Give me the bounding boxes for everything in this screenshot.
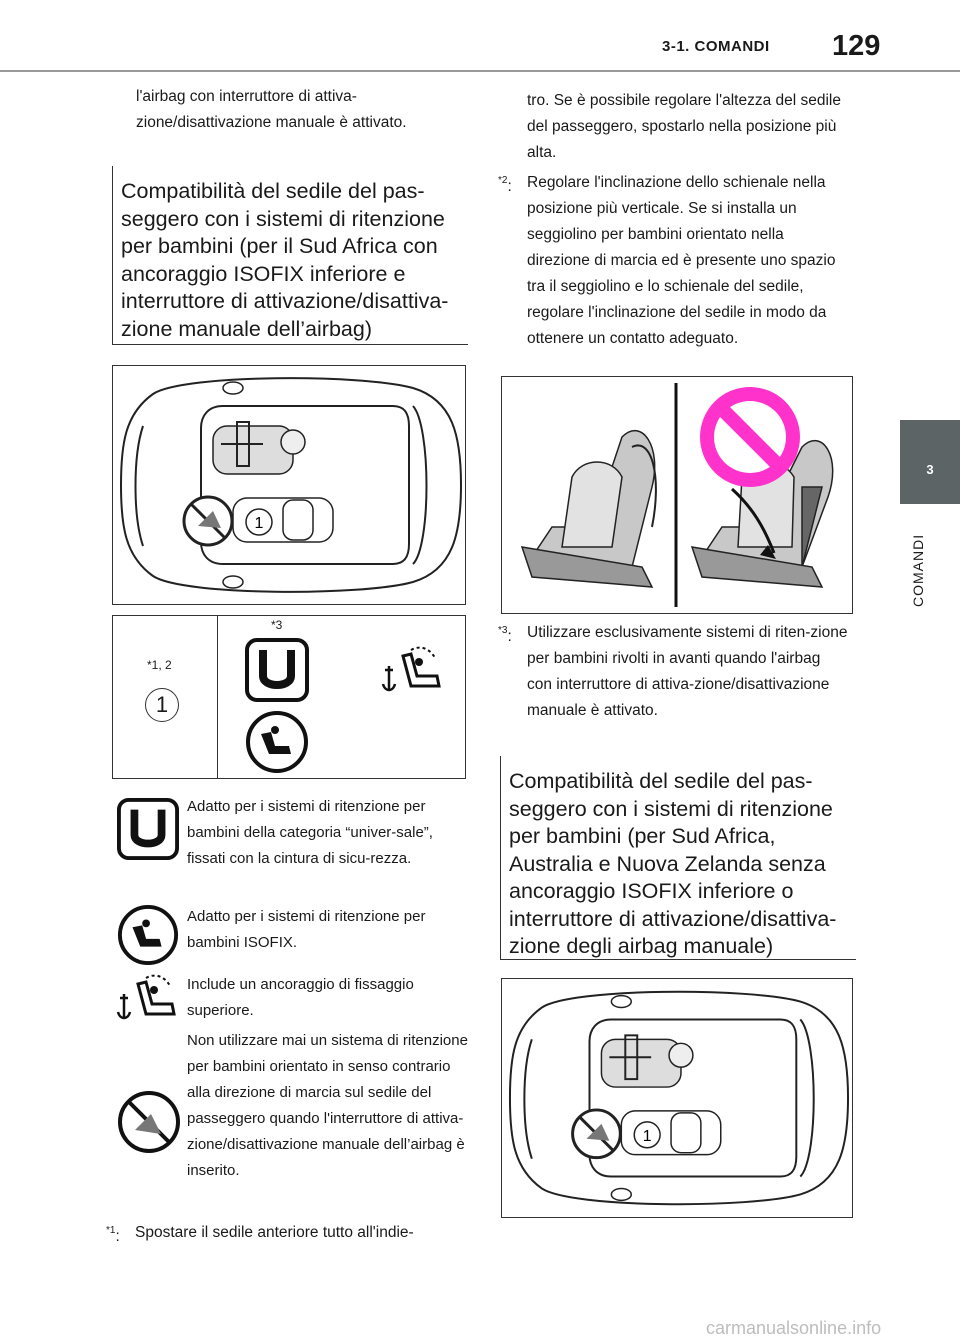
section-heading-2: [500, 756, 856, 960]
section-title: 3-1. COMANDI: [662, 38, 770, 55]
footnote-2-marker: $^{*2}$:: [498, 175, 512, 196]
footnote-3: [498, 620, 849, 724]
footnote-1-marker: $^{*1}$:: [106, 1225, 120, 1246]
seat-recline-figure: [501, 376, 853, 614]
universal-u-icon: [117, 798, 179, 860]
car-diagram-icon: [113, 366, 465, 604]
footnote-3-marker: $^{*3}$:: [498, 625, 512, 646]
footnote-1-continued: tro. Se è possibile regolare l'altezza del sedile del passeggero, spostarlo nella posizione più alta.: [527, 92, 841, 161]
footnote-1-text: Spostare il sedile anteriore tutto all'indie-: [135, 1224, 414, 1241]
header-divider: [0, 70, 960, 72]
chapter-tab[interactable]: [900, 420, 960, 504]
footnote-2-text: Regolare l'inclinazione dello schienale nella posizione più verticale. Se si installa un seggiolino per bambini orientato nella direzione di marcia ed è presente uno spazio tra il seggiolino e lo schienale del sedile, regolare l'inclinazione del sedile in modo da ottenere un contatto adeguato.: [527, 174, 836, 347]
seat-number-circle: 1: [145, 688, 179, 722]
col1-footnote: *1, 2: [147, 658, 172, 672]
figure2-seat-number: 1: [642, 1127, 652, 1145]
prohibited-icon: [700, 387, 800, 487]
car-diagram-icon: [502, 979, 852, 1217]
footnote-2: [498, 170, 849, 352]
isofix-child-seat-icon: [245, 710, 309, 774]
legend-text: Include un ancoraggio di fissaggio superiore.: [187, 976, 414, 1019]
legend-text: Non utilizzare mai un sistema di ritenzione per bambini orientato in senso contrario alla direzione di marcia sul sedile del passeggero quando l'interruttore di attiva-zione/disattivazione manuale dell’airbag è inserito.: [187, 1032, 468, 1179]
legend-item-universal: [113, 794, 473, 904]
car-top-view-figure-2: [501, 978, 853, 1218]
legend-item-no-rear-facing: [113, 1028, 473, 1218]
legend-text: Adatto per i sistemi di ritenzione per bambini ISOFIX.: [187, 908, 426, 951]
seat-recline-diagram: [502, 377, 852, 613]
figure1-seat-number: 1: [254, 515, 264, 532]
page-number: 129: [832, 30, 881, 62]
car-top-view-figure-1: [112, 365, 466, 605]
chapter-number: 3: [926, 462, 934, 477]
col2-footnote: *3: [271, 618, 283, 632]
universal-u-icon: [245, 638, 309, 702]
footnote-1: [106, 1220, 465, 1246]
intro-text: l'airbag con interruttore di attiva-zione/disattivazione manuale è attivato.: [136, 88, 407, 131]
legend-text: Adatto per i sistemi di ritenzione per bambini della categoria “univer-sale”, fissati con la cintura di sicu-rezza.: [187, 798, 433, 867]
chapter-label: COMANDI: [910, 533, 926, 607]
section-heading-1: [112, 166, 468, 345]
heading-text: Compatibilità del sedile del pas-seggero con i sistemi di ritenzione per bambini (per Sud Africa, Australia e Nuova Zelanda senza ancoraggio ISOFIX inferiore o interruttore di attivazione/disattiva-zione degli airbag manuale): [509, 769, 837, 958]
compatibility-table: [112, 615, 466, 779]
top-tether-anchor-icon: [115, 974, 179, 1026]
watermark-footer: carmanualsonline.info: [706, 1318, 882, 1338]
no-rear-facing-seat-icon: [117, 1090, 181, 1154]
legend-item-isofix: [113, 904, 473, 964]
top-tether-anchor-icon: [381, 646, 443, 698]
heading-text: Compatibilità del sedile del pas-seggero con i sistemi di ritenzione per bambini (per il Sud Africa con ancoraggio ISOFIX inferiore e interruttore di attivazione/disattiva-zione manuale dell’airbag): [121, 179, 449, 341]
table-divider: [217, 616, 218, 778]
footnote-3-text: Utilizzare esclusivamente sistemi di riten-zione per bambini rivolti in avanti quando l'airbag con interruttore di attiva-zione/disattivazione manuale è attivato.: [527, 624, 848, 719]
legend-item-top-tether: [113, 972, 473, 1028]
isofix-child-seat-icon: [117, 904, 179, 966]
